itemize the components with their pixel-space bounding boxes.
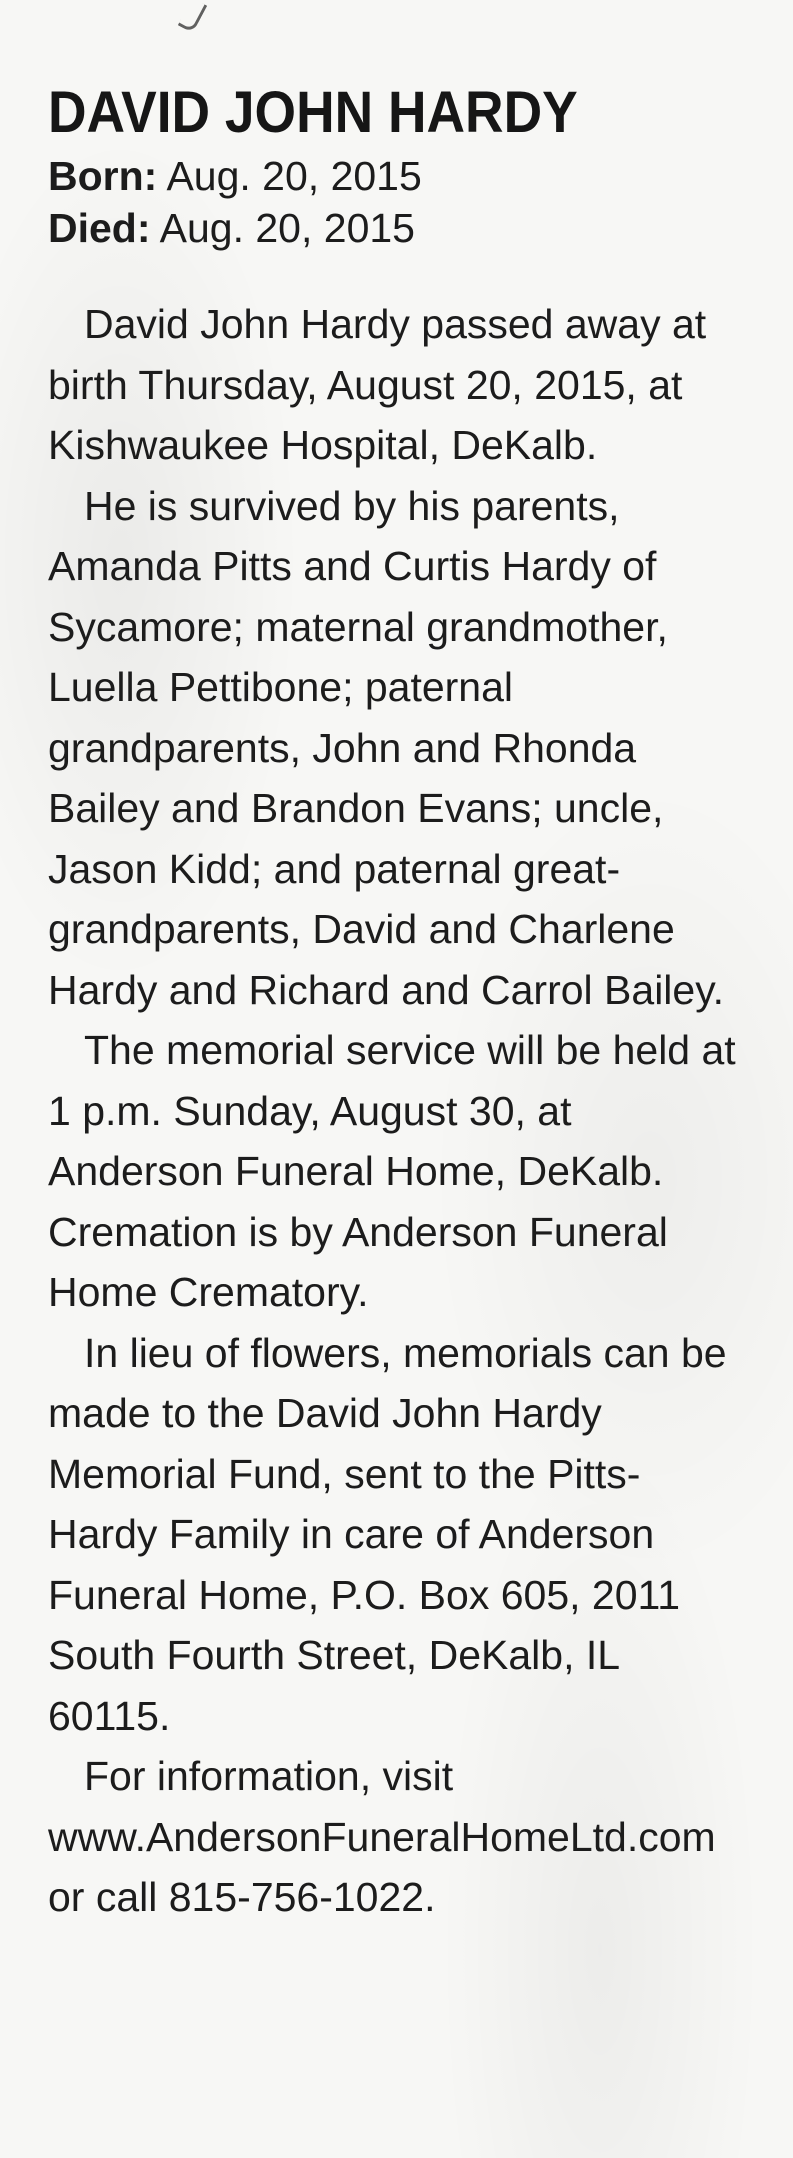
life-dates: [48, 150, 760, 254]
died-date: Aug. 20, 2015: [159, 205, 415, 251]
died-label: Died:: [48, 205, 151, 251]
born-label: Born:: [48, 153, 158, 199]
paragraph-service: The memorial service will be held at 1 p.m. Sunday, August 30, at Anderson Funeral Home, DeKalb. Cremation is by Anderson Funeral Home Crematory.: [48, 1027, 736, 1315]
died-row: [48, 202, 760, 254]
obituary-body: [48, 294, 740, 1928]
obituary-name-heading: DAVID JOHN HARDY: [48, 80, 578, 145]
obituary-column: [48, 82, 760, 1928]
pen-mark: [178, 0, 208, 33]
paragraph-passing: David John Hardy passed away at birth Thursday, August 20, 2015, at Kishwaukee Hospital, DeKalb.: [48, 301, 707, 468]
born-row: [48, 150, 760, 202]
paragraph-information: For information, visit www.AndersonFuneralHomeLtd.com or call 815-756-1022.: [48, 1753, 716, 1920]
born-date: Aug. 20, 2015: [166, 153, 422, 199]
paragraph-survivors: He is survived by his parents, Amanda Pitts and Curtis Hardy of Sycamore; maternal grandmother, Luella Pettibone; paternal grandparents, John and Rhonda Bailey and Brandon Evans; uncle, Jason Kidd; and paternal great-grandparents, David and Charlene Hardy and Richard and Carrol Bailey.: [48, 482, 725, 1013]
paragraph-memorials: In lieu of flowers, memorials can be made to the David John Hardy Memorial Fund, sent to the Pitts-Hardy Family in care of Anderson Funeral Home, P.O. Box 605, 2011 South Fourth Street, DeKalb, IL 60115.: [48, 1329, 727, 1739]
